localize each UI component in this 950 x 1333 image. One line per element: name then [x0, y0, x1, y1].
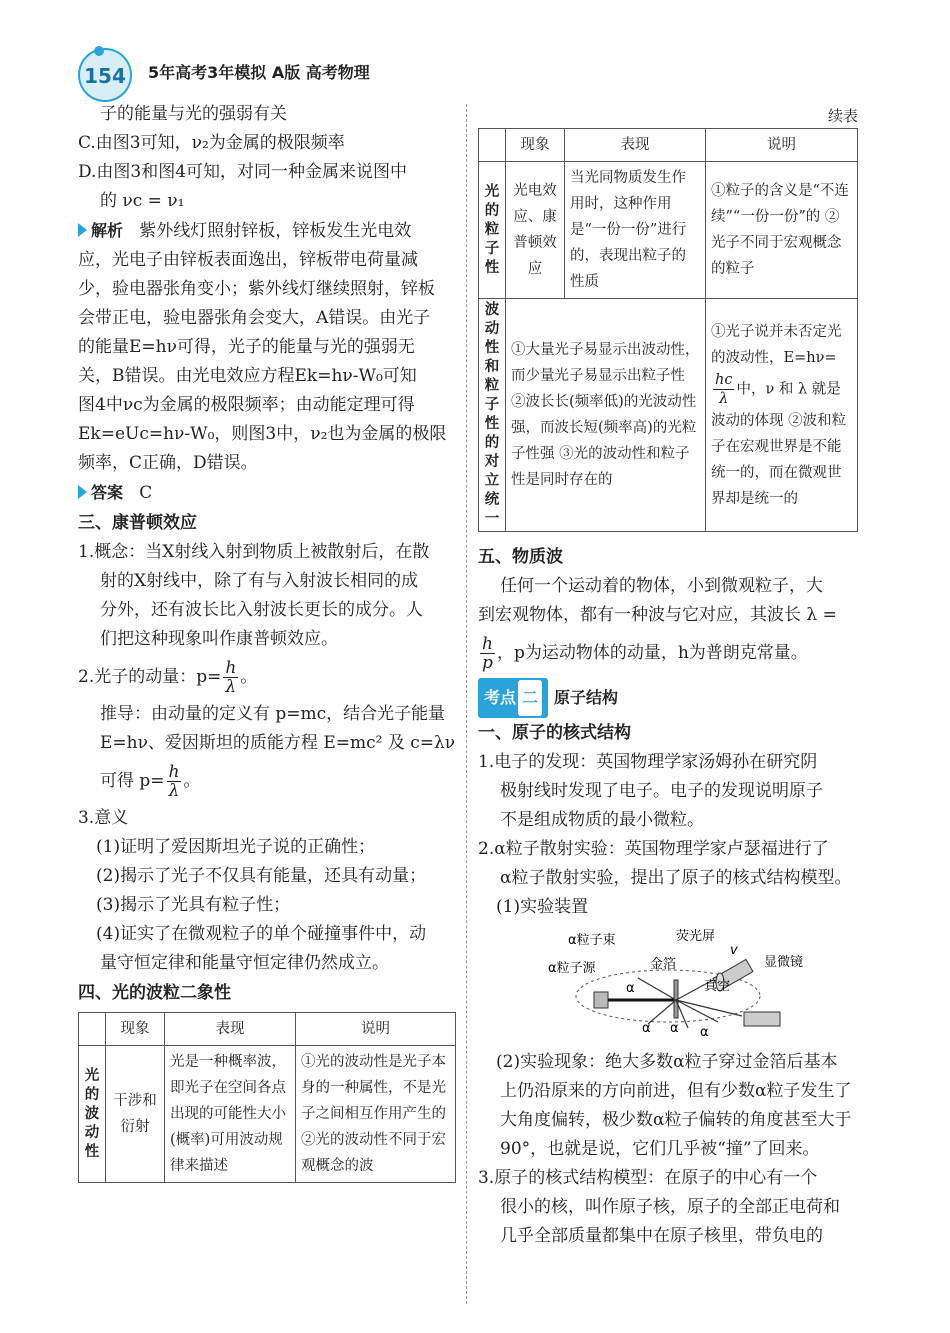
numerator: h: [482, 634, 493, 654]
col-header: 表现: [565, 129, 706, 162]
s3-concept-line: 射的X射线中，除了有与入射波长相同的成: [100, 571, 419, 591]
r2-phenomenon: 上仍沿原来的方向前进，但有少数α粒子发生了: [500, 1081, 852, 1101]
label-v: v: [730, 943, 738, 958]
analysis-line: 的能量E=hν可得，光子的能量与光的强弱无: [78, 337, 415, 357]
corner-cell: [79, 1013, 106, 1046]
phenomenon-cell: 光电效应、康普顿效应: [506, 162, 565, 299]
performance-cell: ①大量光子易显示出波动性，而少量光子易显示出粒子性 ②波长长(频率低)的光波动性强，而波长短(频率高)的光粒子性强 ③光的波动性和粒子性是同时存在的: [506, 299, 706, 532]
answer-value: C: [139, 483, 153, 503]
alpha-scattering-apparatus-figure: [478, 924, 858, 1044]
table-row: [479, 162, 858, 299]
label-alpha: α: [642, 1021, 651, 1036]
option-b-tail: 子的能量与光的强弱有关: [100, 104, 287, 124]
section-4-title: 四、光的波粒二象性: [78, 983, 231, 1003]
col-header: 现象: [506, 129, 565, 162]
row-head: 光的粒子性: [479, 162, 506, 299]
alpha-source-box: [594, 992, 608, 1008]
triangle-marker-icon: [78, 485, 87, 499]
s3-concept-line: 分外，还有波长比入射波长更长的成分。人: [100, 600, 423, 620]
option-d-line2: 的 νc = ν₁: [100, 191, 185, 211]
answer-line: [78, 478, 456, 508]
kaodian-title: 原子结构: [554, 688, 619, 707]
r2-line: α粒子散射实验，提出了原子的核式结构模型。: [500, 868, 852, 888]
col-header: 说明: [296, 1013, 456, 1046]
label-alpha: α: [670, 1021, 679, 1036]
badge-dot-icon: [94, 46, 104, 56]
analysis-line: 少，验电器张角变小；紫外线灯继续照射，锌板: [78, 279, 435, 299]
analysis-line: 应，光电子由锌板表面逸出，锌板带电荷量减: [78, 250, 418, 270]
section-3-title: 三、康普顿效应: [78, 513, 197, 533]
derive-line: E=hν、爱因斯坦的质能方程 E=mc² 及 c=λν: [100, 733, 456, 753]
hc-over-lambda: [713, 371, 734, 408]
s3-momentum: [78, 654, 456, 700]
r2-setup: (1)实验装置: [496, 897, 589, 917]
kaodian-badge: [478, 678, 548, 718]
denominator: λ: [168, 781, 180, 801]
label-scope: 显微镜: [764, 955, 804, 970]
note-cell: [706, 299, 858, 532]
option-d-line1: D.由图3和图4可知，对同一种金属来说图中: [78, 162, 408, 182]
r2-line: 2.α粒子散射实验：英国物理学家卢瑟福进行了: [478, 839, 829, 859]
s5-last-text: ，p为运动物体的动量，h为普朗克常量。: [496, 643, 808, 663]
table-header-row: [479, 129, 858, 162]
note-part-a: ①光子说并未否定光的波动性，E=hν=: [711, 323, 842, 366]
wave-particle-table-continued: [478, 128, 858, 532]
s3-concept-line: 1.概念：当X射线入射到物质上被散射后，在散: [78, 542, 430, 562]
s5-last: [478, 630, 858, 676]
label-screen: 荧光屏: [676, 929, 716, 944]
left-column: [78, 100, 456, 1183]
corner-cell: [479, 129, 506, 162]
derive-last: [78, 758, 456, 804]
s3-meaning-item: (2)揭示了光子不仅具有能量，还具有动量；: [96, 866, 427, 886]
analysis-line: 频率，C正确，D错误。: [78, 453, 258, 473]
wave-particle-table: [78, 1012, 456, 1183]
analysis-line-0: [78, 216, 456, 246]
s3-meaning-item: (4)证实了在微观粒子的单个碰撞事件中，动: [96, 924, 427, 944]
h-over-p: [480, 635, 495, 672]
r2-phenomenon: (2)实验现象：绝大多数α粒子穿过金箔后基本: [496, 1052, 838, 1072]
book-title: 5年高考3年模拟 A版 高考物理: [148, 63, 370, 82]
analysis-line: 图4中νc为金属的极限频率；由动能定理可得: [78, 395, 415, 415]
denominator: λ: [719, 390, 729, 407]
page-number-badge: [78, 48, 132, 102]
analysis-line: Ek=eUc=hν-W₀，则图3中，ν₂也为金属的极限: [78, 424, 447, 444]
performance-cell: 光是一种概率波，即光子在空间各点出现的可能性大小(概率)可用波动规律来描述: [165, 1046, 296, 1183]
label-alpha: α: [700, 1025, 709, 1040]
section-5-title: 五、物质波: [478, 547, 563, 567]
kaodian-heading: [478, 678, 858, 718]
answer-tag: 答案: [91, 483, 124, 502]
microscope-right: [744, 1012, 780, 1026]
kaodian-label: 考点: [484, 688, 517, 707]
page-number: 154: [84, 64, 126, 88]
col-header: 表现: [165, 1013, 296, 1046]
derive-suffix: 。: [183, 771, 201, 791]
numerator: h: [168, 762, 180, 782]
s3-meaning-tail: 量守恒定律和能量守恒定律仍然成立。: [100, 953, 389, 973]
analysis-text: 紫外线灯照射锌板，锌板发生光电效: [139, 221, 412, 241]
option-c: C.由图3可知，ν₂为金属的极限频率: [78, 133, 345, 153]
row-head: 光的波动性: [79, 1046, 106, 1183]
s5-line: 到宏观物体，都有一种波与它对应，其波长 λ =: [478, 605, 837, 625]
continued-label: 续表: [827, 107, 858, 125]
r2-phenomenon: 90°，也就是说，它们几乎被“撞”了回来。: [500, 1139, 820, 1159]
h-over-lambda: [223, 659, 238, 696]
s5-line: 任何一个运动着的物体，小到微观粒子，大: [500, 576, 823, 596]
col-header: 说明: [706, 129, 858, 162]
col-header: 现象: [106, 1013, 165, 1046]
s3-concept-line: 们把这种现象叫作康普顿效应。: [100, 629, 338, 649]
table-header-row: [79, 1013, 456, 1046]
right-column: [478, 104, 858, 1251]
s3-meaning-item: (3)揭示了光具有粒子性；: [96, 895, 291, 915]
analysis-line: 关，B错误。由光电效应方程Ek=hν-W₀可知: [78, 366, 417, 386]
note-cell: ①光的波动性是光子本身的一种属性，不是光子之间相互作用产生的 ②光的波动性不同于宏观概念的波: [296, 1046, 456, 1183]
phenomenon-cell: 干涉和衍射: [106, 1046, 165, 1183]
r3-line: 几乎全部质量都集中在原子核里，带负电的: [500, 1226, 823, 1246]
label-foil: 金箔: [650, 957, 677, 972]
label-beam: α粒子束: [568, 933, 616, 948]
column-divider: [466, 104, 467, 1304]
section-1-title: 一、原子的核式结构: [478, 723, 631, 743]
r2-phenomenon: 大角度偏转，极少数α粒子偏转的角度甚至大于: [500, 1110, 852, 1130]
s3-meaning-item: (1)证明了爱因斯坦光子说的正确性；: [96, 837, 376, 857]
r3-line: 3.原子的核式结构模型：在原子的中心有一个: [478, 1168, 818, 1188]
numerator: hc: [715, 371, 733, 388]
analysis-tag: 解析: [91, 221, 124, 240]
momentum-prefix: 2.光子的动量：p=: [78, 667, 222, 687]
s3-meaning: 3.意义: [78, 808, 129, 828]
note-part-b: 中，ν 和 λ 就是波动的体现 ②波和粒子在宏观世界是不能统一的，而在微观世界却是统一的: [711, 381, 847, 507]
denominator: p: [482, 653, 493, 673]
numerator: h: [225, 658, 237, 678]
kaodian-number: 二: [518, 680, 542, 716]
table-row: [79, 1046, 456, 1183]
performance-cell: 当光同物质发生作用时，这种作用是“一份一份”进行的，表现出粒子的性质: [565, 162, 706, 299]
r1-line: 1.电子的发现：英国物理学家汤姆孙在研究阴: [478, 752, 818, 772]
h-over-lambda: [167, 763, 182, 800]
denominator: λ: [225, 677, 237, 697]
r3-line: 很小的核，叫作原子核，原子的全部正电荷和: [500, 1197, 840, 1217]
triangle-marker-icon: [78, 223, 87, 237]
row-head: 波动性和粒子性的对立统一: [479, 299, 506, 532]
analysis-line: 会带正电，验电器张角会变大，A错误。由光子: [78, 308, 431, 328]
momentum-suffix: 。: [240, 667, 258, 687]
derive-prefix: 可得 p=: [100, 771, 165, 791]
label-vacuum: 真空: [704, 979, 731, 994]
label-alpha: α: [626, 981, 635, 996]
derive-line: 推导：由动量的定义有 p=mc，结合光子能量: [100, 704, 446, 724]
r1-line: 不是组成物质的最小微粒。: [500, 810, 704, 830]
note-cell: ①粒子的含义是“不连续”“一份一份”的 ②光子不同于宏观概念的粒子: [706, 162, 858, 299]
table-row: [479, 299, 858, 532]
label-source: α粒子源: [548, 961, 596, 976]
r1-line: 极射线时发现了电子。电子的发现说明原子: [500, 781, 823, 801]
